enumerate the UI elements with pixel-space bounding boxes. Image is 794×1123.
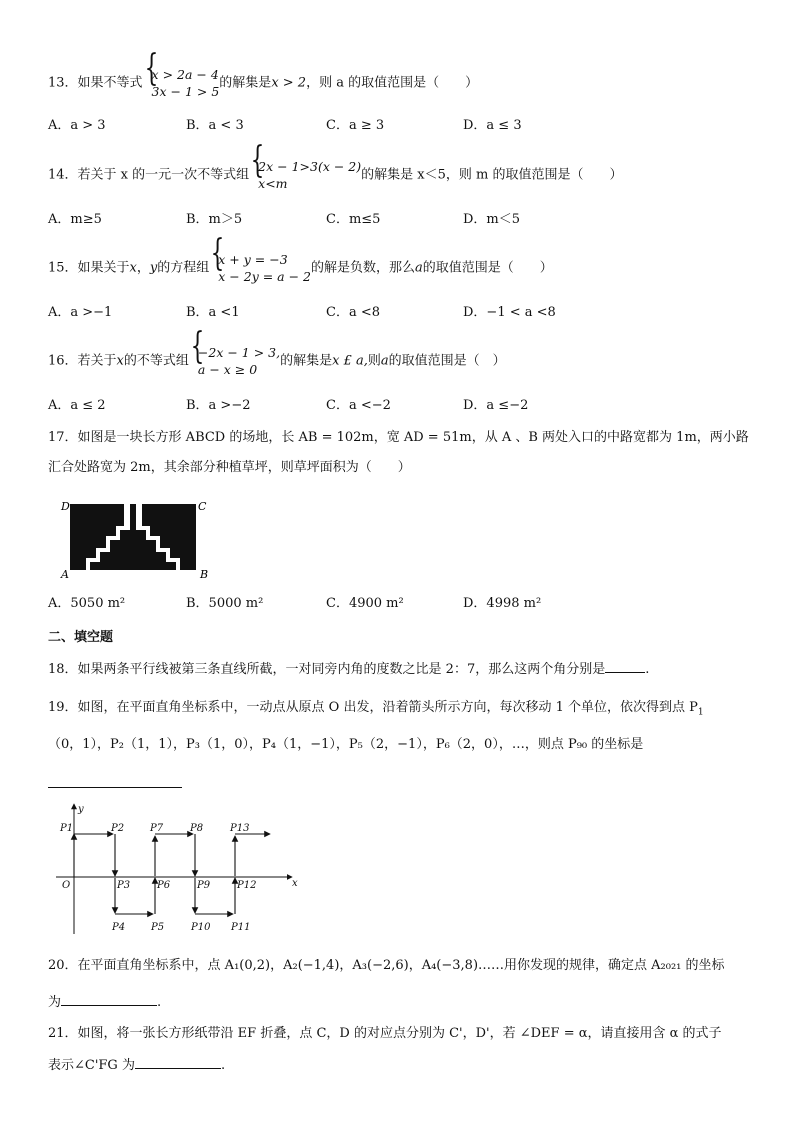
question-18: 18．如果两条平行线被第三条直线所截，一对同旁内角的度数之比是 2：7，那么这两个角分别是 .: [48, 658, 649, 680]
question-21-line2: 表示∠C'FG 为 .: [48, 1054, 225, 1076]
question-17-line1: 17．如图是一块长方形 ABCD 的场地，长 AB = 102m，宽 AD = 51m，从 A 、B 两处入口的中路宽都为 1m，两小路: [48, 430, 749, 445]
question-19-line1: 19．如图，在平面直角坐标系中，一动点从原点 O 出发，沿着箭头所示方向，每次移动 1 个单位，依次得到点 $P_1$: [48, 700, 704, 718]
option-c[interactable]: C．a <−2: [326, 398, 391, 413]
label-y-axis: y: [78, 804, 84, 815]
answer-blank[interactable]: [135, 1054, 221, 1069]
option-d[interactable]: D．a ≤ 3: [463, 118, 522, 133]
question-14-options: [48, 210, 748, 230]
label-p11: P11: [231, 922, 251, 933]
option-c[interactable]: C．a ≥ 3: [326, 118, 385, 133]
option-a[interactable]: A．m≥5: [48, 212, 102, 227]
option-d[interactable]: D．−1 < a <8: [463, 305, 556, 320]
label-x-axis: x: [292, 878, 298, 889]
label-p7: P7: [150, 823, 164, 834]
option-a[interactable]: A．a >−1: [48, 305, 113, 320]
question-15-options: [48, 303, 748, 323]
option-b[interactable]: B．m＞5: [186, 212, 243, 227]
question-21-line1: 21．如图，将一张长方形纸带沿 EF 折叠，点 C，D 的对应点分别为 C'，D'，若 ∠DEF = α，请直接用含 α 的式子: [48, 1026, 722, 1041]
answer-blank[interactable]: [61, 991, 157, 1006]
question-15: 15．如果关于x，y的方程组 { x + y = −3 x − 2y = a − 2 的解是负数，那么a的取值范围是（ ）: [48, 251, 553, 285]
label-p12: P12: [237, 880, 257, 891]
question-14: 14．若关于 x 的一元一次不等式组 { 2x − 1>3(x − 2) x<m 的解集是 x＜5，则 m 的取值范围是（ ）: [48, 158, 622, 192]
label-b: B: [200, 568, 209, 581]
question-16-options: [48, 396, 748, 416]
question-17-line2: 汇合处路宽为 2m，其余部分种植草坪，则草坪面积为（ ）: [48, 460, 411, 475]
option-c[interactable]: C．4900 m²: [326, 596, 404, 611]
label-c: C: [198, 500, 207, 513]
inequality-system: { x > 2a − 4 3x − 1 > 5: [143, 66, 220, 100]
option-d[interactable]: D．4998 m²: [463, 596, 542, 611]
label-p2: P2: [111, 823, 125, 834]
answer-blank[interactable]: [605, 658, 645, 673]
label-origin: O: [62, 880, 71, 891]
option-b[interactable]: B．a <1: [186, 305, 240, 320]
label-p10: P10: [191, 922, 211, 933]
section-heading: 二、填空题: [48, 630, 114, 645]
option-d[interactable]: D．a ≤−2: [463, 398, 529, 413]
option-b[interactable]: B．a >−2: [186, 398, 251, 413]
inequality-system: { 2x − 1>3(x − 2) x<m: [249, 158, 361, 192]
answer-blank[interactable]: [48, 773, 182, 788]
question-17-options: [48, 594, 748, 614]
option-b[interactable]: B．a < 3: [186, 118, 244, 133]
label-p5: P5: [151, 922, 165, 933]
label-p3: P3: [117, 880, 131, 891]
option-b[interactable]: B．5000 m²: [186, 596, 264, 611]
label-p8: P8: [190, 823, 204, 834]
question-16: 16．若关于x的不等式组 { −2x − 1 > 3, a − x ≥ 0 的解集是x £ a,则a的取值范围是（ ）: [48, 344, 506, 378]
option-a[interactable]: A．5050 m²: [48, 596, 126, 611]
question-13: 13．如果不等式 { x > 2a − 4 3x − 1 > 5 的解集是x > 2，则 a 的取值范围是（ ）: [48, 66, 478, 100]
option-a[interactable]: A．a > 3: [48, 118, 106, 133]
option-c[interactable]: C．a <8: [326, 305, 380, 320]
label-p13: P13: [230, 823, 250, 834]
option-c[interactable]: C．m≤5: [326, 212, 381, 227]
label-p4: P4: [112, 922, 126, 933]
question-13-options: [48, 116, 748, 136]
label-p6: P6: [157, 880, 171, 891]
option-a[interactable]: A．a ≤ 2: [48, 398, 106, 413]
label-p9: P9: [197, 880, 211, 891]
equation-system: { x + y = −3 x − 2y = a − 2: [209, 251, 311, 285]
label-p1: P1: [60, 823, 74, 834]
label-a: A: [61, 568, 69, 581]
question-19-line2: （0，1），P₂（1，1），P₃（1，0），P₄（1，−1），P₅（2，−1），P₆（2，0），…，则点 P₉₀ 的坐标是: [48, 737, 644, 752]
option-d[interactable]: D．m＜5: [463, 212, 521, 227]
label-d: D: [61, 500, 70, 513]
question-20-line1: 20．在平面直角坐标系中，点 A₁(0,2)，A₂(−1,4)，A₃(−2,6)，A₄(−3,8)……用你发现的规律，确定点 A₂₀₂₁ 的坐标: [48, 958, 725, 973]
inequality-system: { −2x − 1 > 3, a − x ≥ 0: [189, 344, 280, 378]
coordinate-graph: [54, 800, 300, 938]
question-20-line2: 为 .: [48, 991, 161, 1013]
field-figure: [58, 498, 218, 582]
